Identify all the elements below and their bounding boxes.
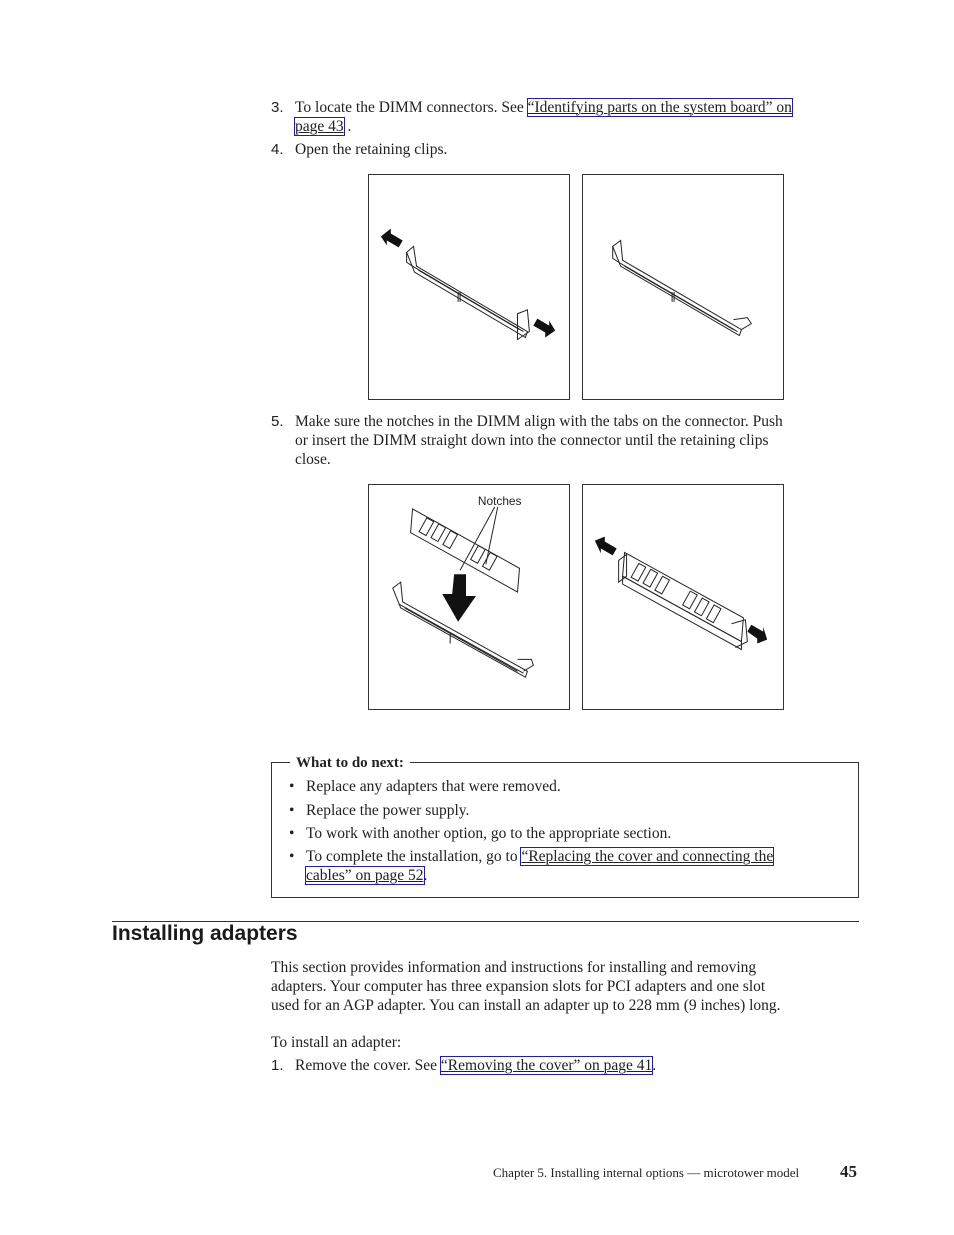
step-3-text-line2: [295, 117, 351, 136]
step-4-number: 4.: [271, 141, 284, 158]
next-item-4-line2: [306, 866, 427, 885]
install-intro: To install an adapter:: [271, 1034, 402, 1051]
figure-insert-dimm: [368, 484, 570, 710]
step-5-line3: close.: [295, 451, 331, 468]
install-step-1-after: .: [652, 1057, 657, 1074]
next-item-4: [306, 847, 773, 866]
step-4-text: Open the retaining clips.: [295, 141, 448, 158]
step-3-text: [295, 98, 865, 117]
figure-dimm-installed: [582, 484, 784, 710]
dimm-connector-open-arrows-illustration: [369, 175, 569, 399]
section-paragraph-line1: This section provides information and instructions for installing and removing: [271, 959, 757, 976]
identifying-parts-link[interactable]: “Identifying parts on the system board” on: [527, 99, 792, 116]
dimm-installed-illustration: [583, 485, 783, 709]
step-3-number: 3.: [271, 99, 284, 116]
removing-cover-link[interactable]: “Removing the cover” on page 41: [440, 1057, 653, 1074]
next-item-2: Replace the power supply.: [306, 802, 470, 819]
bullet-marker: •: [289, 778, 295, 795]
step-3-text-before: To locate the DIMM connectors. See: [295, 99, 528, 116]
next-item-3: To work with another option, go to the appropriate section.: [306, 825, 672, 842]
replacing-cover-link[interactable]: “Replacing the cover and connecting the: [521, 848, 774, 865]
install-step-1-text: [295, 1056, 656, 1075]
next-item-4-before: To complete the installation, go to: [306, 848, 522, 865]
bullet-marker: •: [289, 802, 295, 819]
figure-open-clips-arrows: [368, 174, 570, 400]
step-3-text-after: .: [343, 118, 352, 135]
page-number: 45: [840, 1162, 857, 1181]
next-item-1: Replace any adapters that were removed.: [306, 778, 561, 795]
identifying-parts-link-line2[interactable]: page 43: [295, 118, 344, 135]
dimm-connector-open-illustration: [583, 175, 783, 399]
section-paragraph-line3: used for an AGP adapter. You can install an adapter up to 228 mm (9 inches) long.: [271, 997, 781, 1014]
footer-chapter: Chapter 5. Installing internal options — microtower model: [493, 1165, 800, 1180]
section-paragraph-line2: adapters. Your computer has three expansion slots for PCI adapters and one slot: [271, 978, 766, 995]
step-5-line2: or insert the DIMM straight down into the connector until the retaining clips: [295, 432, 769, 449]
install-step-1-number: 1.: [271, 1057, 284, 1074]
bullet-marker: •: [289, 825, 295, 842]
bullet-marker: •: [289, 848, 295, 865]
figure-open-clips: [582, 174, 784, 400]
section-title: Installing adapters: [112, 922, 298, 945]
step-5-number: 5.: [271, 413, 284, 430]
what-to-do-next-title: What to do next:: [290, 755, 410, 772]
next-item-4-after: .: [423, 867, 428, 884]
replacing-cover-link-line2[interactable]: cables” on page 52: [306, 867, 424, 884]
step-5-line1: Make sure the notches in the DIMM align with the tabs on the connector. Push: [295, 413, 783, 430]
notches-label: Notches: [477, 493, 522, 508]
install-step-1-before: Remove the cover. See: [295, 1057, 441, 1074]
dimm-insert-illustration: [369, 485, 569, 709]
